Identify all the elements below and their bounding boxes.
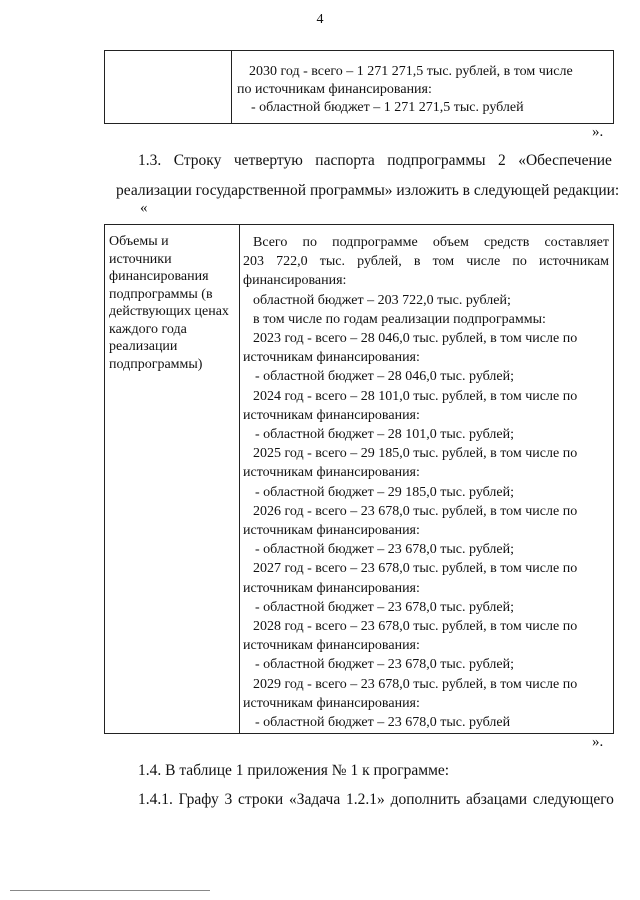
word: источникам [538,254,609,270]
word: 1.2.1» [346,791,385,808]
funding-cell-2030 [237,63,609,117]
year-sources-line: источникам финансирования: [243,350,420,366]
word: объем [432,235,469,250]
year-sources-line: источникам финансирования: [243,523,420,539]
word: по [512,254,527,270]
page-number: 4 [316,12,324,27]
year-regional-line: - областной бюджет – 28 046,0 тыс. рублей; [255,369,514,385]
paragraph-1-4-1-line-1 [138,785,614,815]
funding-table-fragment [104,50,614,124]
label-line: Объемы и [109,234,169,249]
label-line: действующих ценах [109,304,229,319]
word: «Обеспечение [518,152,612,169]
label-line: каждого года [109,321,187,337]
word: средств [484,235,530,250]
word: 1.3. [138,152,162,169]
year-sources-line: источникам финансирования: [243,695,420,711]
year-2030-line: 2030 год - всего – 1 271 271,5 тыс. рублей, в том числе [249,64,573,79]
word: 722,0 [276,254,308,270]
year-regional-line: - областной бюджет – 23 678,0 тыс. рублей; [255,599,514,615]
year-sources-line: источникам финансирования: [243,407,420,423]
paragraph-1-3 [116,146,620,206]
word: 203 [243,254,264,270]
paragraph-1-3-line-2: реализации государственной программы» изложить в следующей редакции: [116,182,620,199]
intro-line-3: финансирования: [243,273,347,289]
sources-line: по источникам финансирования: [237,82,432,97]
intro-line-1 [243,233,609,252]
year-total-line: 2026 год - всего – 23 678,0 тыс. рублей, в том числе по [253,503,578,519]
year-total-line: 2024 год - всего – 28 101,0 тыс. рублей, в том числе по [253,388,578,404]
word: Графу [178,791,219,808]
paragraph-1-4: 1.4. В таблице 1 приложения № 1 к программе: [138,762,450,779]
paragraph-1-3-line-1 [116,146,612,176]
year-sources-line: источникам финансирования: [243,580,420,596]
intro-line-2 [243,252,609,271]
label-line: реализации [109,339,178,354]
word: дополнить [390,791,461,808]
word: паспорта [315,152,375,169]
word: 1.4.1. [138,791,173,808]
passport-label-cell [109,233,237,373]
word: «Задача [289,791,341,808]
label-line: финансирования [109,269,209,284]
year-regional-line: - областной бюджет – 23 678,0 тыс. рублей; [255,542,514,558]
word: четвертую [233,152,303,169]
footer-rule [10,890,210,891]
year-regional-line: - областной бюджет – 29 185,0 тыс. рублей; [255,484,514,500]
label-line: источники [109,251,172,267]
word: Всего [253,235,288,250]
empty-left-cell [105,51,232,123]
word: следующего [532,791,614,808]
word: подпрограммы [387,152,486,169]
year-total-line: 2025 год - всего – 29 185,0 тыс. рублей, в том числе по [253,446,578,462]
year-regional-line: - областной бюджет – 23 678,0 тыс. рублей; [255,657,514,673]
year-regional-line: - областной бюджет – 23 678,0 тыс. рублей [255,715,511,731]
word: числе [466,254,501,270]
passport-value-cell [243,233,609,732]
closing-quote: ». [592,124,604,140]
year-total-line: 2029 год - всего – 23 678,0 тыс. рублей, в том числе по [253,676,578,692]
opening-quote: « [140,200,148,216]
word: строки [238,791,284,808]
regional-total-line: областной бюджет – 203 722,0 тыс. рублей; [253,292,511,308]
word: абзацами [466,791,528,808]
label-line: подпрограммы (в [109,286,213,302]
label-line: подпрограммы) [109,356,203,372]
column-divider [239,225,240,733]
word: Строку [173,152,222,169]
word: том [432,254,455,270]
by-years-line: в том числе по годам реализации подпрограммы: [253,311,546,327]
year-sources-line: источникам финансирования: [243,638,420,654]
word: тыс. [319,254,345,270]
word: в [413,254,421,270]
years-list [243,329,609,732]
year-total-line: 2027 год - всего – 23 678,0 тыс. рублей, в том числе по [253,561,578,577]
year-sources-line: источникам финансирования: [243,465,420,481]
word: по [302,235,317,250]
paragraph-1-4-1 [138,785,614,815]
year-total-line: 2028 год - всего – 23 678,0 тыс. рублей, в том числе по [253,619,578,635]
year-total-line: 2023 год - всего – 28 046,0 тыс. рублей, в том числе по [253,331,578,347]
word: 3 [224,791,233,808]
word: рублей, [357,254,402,270]
year-regional-line: - областной бюджет – 28 101,0 тыс. рублей; [255,427,514,443]
word: составляет [544,235,609,250]
closing-quote: ». [592,734,604,750]
regional-budget-line: - областной бюджет – 1 271 271,5 тыс. рублей [251,100,524,115]
word: подпрограмме [332,235,418,250]
word: 2 [498,152,506,169]
passport-table [104,224,614,734]
